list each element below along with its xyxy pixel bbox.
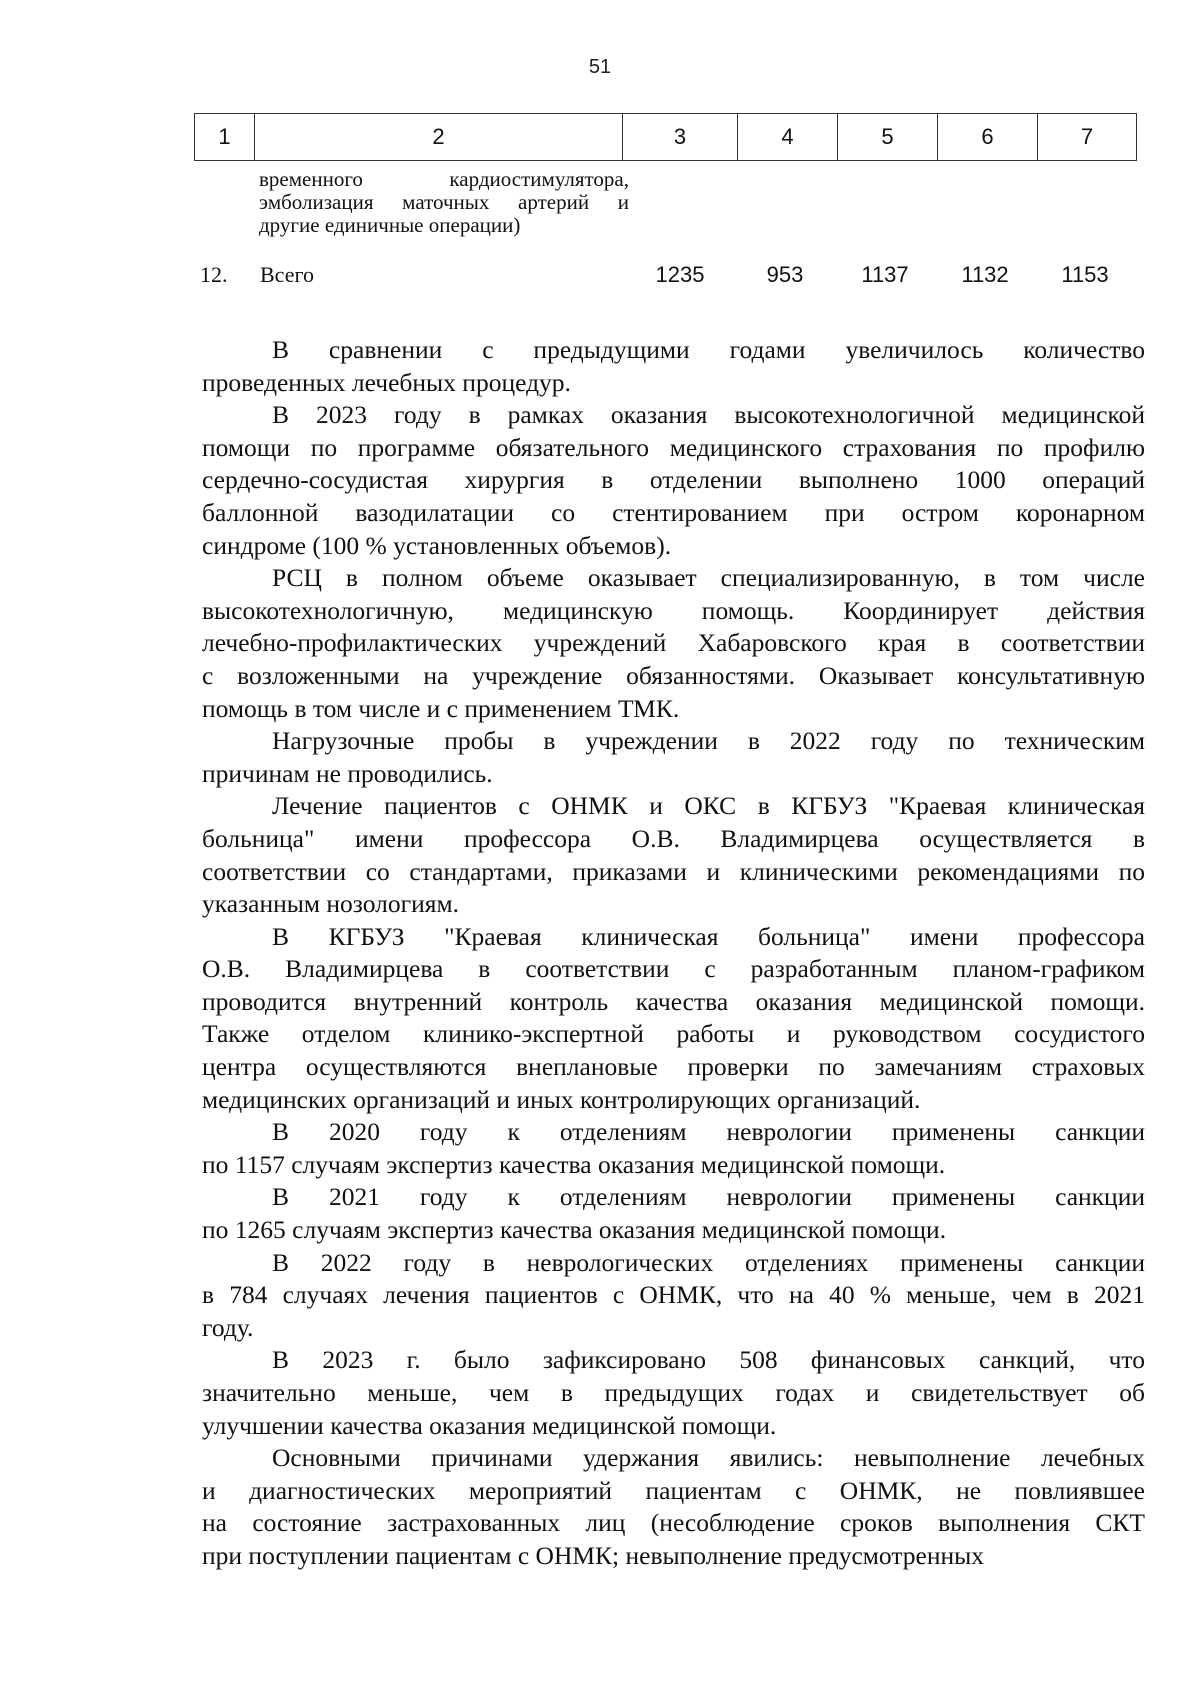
text-line: В КГБУЗ "Краевая клиническая больница" имени профессора xyxy=(272,921,1145,951)
text-line: синдроме (100 % установленных объемов). xyxy=(202,530,672,560)
table-row-continuation xyxy=(259,168,629,237)
text-line: помощь в том числе и с применением ТМК. xyxy=(202,693,680,723)
text-line: лечебно-профилактических учреждений Хабаровского края в соответствии xyxy=(202,628,1145,658)
text-line: РСЦ в полном объеме оказывает специализированную, в том числе xyxy=(272,563,1145,593)
continuation-line: временного кардиостимулятора, xyxy=(259,167,629,191)
paragraph xyxy=(202,334,1145,399)
paragraph xyxy=(202,1181,1145,1246)
total-value: 953 xyxy=(766,262,804,287)
total-value: 1137 xyxy=(861,262,909,287)
paragraph xyxy=(202,399,1145,562)
text-line: сердечно-сосудистая хирургия в отделении выполнено 1000 операций xyxy=(202,465,1145,495)
text-line: улучшении качества оказания медицинской помощи. xyxy=(202,1410,777,1440)
row-label: Всего xyxy=(260,262,314,287)
text-line: В 2021 году к отделениям неврологии применены санкции xyxy=(272,1182,1145,1212)
text-line: проводится внутренний контроль качества оказания медицинской помощи. xyxy=(202,986,1145,1016)
text-line: Основными причинами удержания явились: невыполнение лечебных xyxy=(272,1443,1145,1473)
text-line: проведенных лечебных процедур. xyxy=(202,367,571,397)
text-line: значительно меньше, чем в предыдущих годах и свидетельствует об xyxy=(202,1378,1145,1407)
paragraph xyxy=(202,1442,1145,1572)
text-line: В 2020 году к отделениям неврологии применены санкции xyxy=(272,1117,1145,1147)
paragraph xyxy=(202,790,1145,920)
text-line: в 784 случаях лечения пациентов с ОНМК, что на 40 % меньше, чем в 2021 xyxy=(202,1280,1145,1310)
total-value: 1235 xyxy=(655,262,705,287)
paragraph xyxy=(202,1116,1145,1181)
column-number-cell: 5 xyxy=(838,114,938,161)
text-line: при поступлении пациентам с ОНМК; невыполнение предусмотренных xyxy=(202,1540,985,1570)
continuation-line: эмболизация маточных артерий и xyxy=(259,190,629,214)
row-number: 12. xyxy=(200,262,228,287)
text-line: Нагрузочные пробы в учреждении в 2022 году по техническим xyxy=(272,726,1145,756)
text-line: и диагностических мероприятий пациентам с ОНМК, не повлиявшее xyxy=(202,1475,1145,1505)
text-line: по 1265 случаям экспертиз качества оказания медицинской помощи. xyxy=(202,1215,947,1245)
text-line: указанным нозологиям. xyxy=(202,889,459,919)
text-line: по 1157 случаям экспертиз качества оказания медицинской помощи. xyxy=(202,1149,946,1179)
text-line: центра осуществляются внеплановые проверки по замечаниям страховых xyxy=(202,1052,1145,1082)
column-number-cell: 3 xyxy=(623,114,738,161)
text-line: году. xyxy=(202,1312,254,1342)
total-value: 1132 xyxy=(961,262,1009,287)
page-number: 51 xyxy=(588,56,612,78)
column-number-cell: 2 xyxy=(255,114,623,161)
continuation-line: другие единичные операции) xyxy=(259,213,521,237)
column-number-cell: 6 xyxy=(938,114,1038,161)
paragraph xyxy=(202,562,1145,725)
text-line: В 2023 г. было зафиксировано 508 финансовых санкций, что xyxy=(272,1345,1145,1375)
paragraph xyxy=(202,1344,1145,1442)
text-line: О.В. Владимирцева в соответствии с разработанным планом-графиком xyxy=(202,954,1145,984)
column-number-cell: 1 xyxy=(195,114,255,161)
text-line: Лечение пациентов с ОНМК и ОКС в КГБУЗ "Краевая клиническая xyxy=(272,791,1145,821)
text-line: В сравнении с предыдущими годами увеличилось количество xyxy=(272,335,1145,364)
text-line: Также отделом клинико-экспертной работы и руководством сосудистого xyxy=(202,1019,1145,1049)
text-line: баллонной вазодилатации со стентированием при остром коронарном xyxy=(202,497,1145,527)
body-text xyxy=(202,334,1145,1573)
text-line: В 2023 году в рамках оказания высокотехнологичной медицинской xyxy=(272,400,1145,430)
column-number-cell: 7 xyxy=(1038,114,1137,161)
text-line: В 2022 году в неврологических отделениях применены санкции xyxy=(272,1247,1145,1277)
text-line: высокотехнологичную, медицинскую помощь. Координирует действия xyxy=(202,595,1145,625)
text-line: с возложенными на учреждение обязанностями. Оказывает консультативную xyxy=(202,660,1145,690)
paragraph xyxy=(202,1247,1145,1345)
column-number-cell: 4 xyxy=(738,114,838,161)
text-line: медицинских организаций и иных контролирующих организаций. xyxy=(202,1084,921,1114)
paragraph xyxy=(202,725,1145,790)
text-line: больница" имени профессора О.В. Владимирцева осуществляется в xyxy=(202,823,1145,853)
text-line: помощи по программе обязательного медицинского страхования по профилю xyxy=(202,432,1145,462)
table-header xyxy=(194,113,1137,161)
text-line: соответствии со стандартами, приказами и клиническими рекомендациями по xyxy=(202,856,1145,886)
total-value: 1153 xyxy=(1061,262,1109,287)
table-header-row xyxy=(195,114,1137,161)
table-row-total xyxy=(0,262,1200,290)
paragraph xyxy=(202,921,1145,1117)
text-line: причинам не проводились. xyxy=(202,758,493,788)
text-line: на состояние застрахованных лиц (несоблюдение сроков выполнения СКТ xyxy=(202,1508,1145,1538)
